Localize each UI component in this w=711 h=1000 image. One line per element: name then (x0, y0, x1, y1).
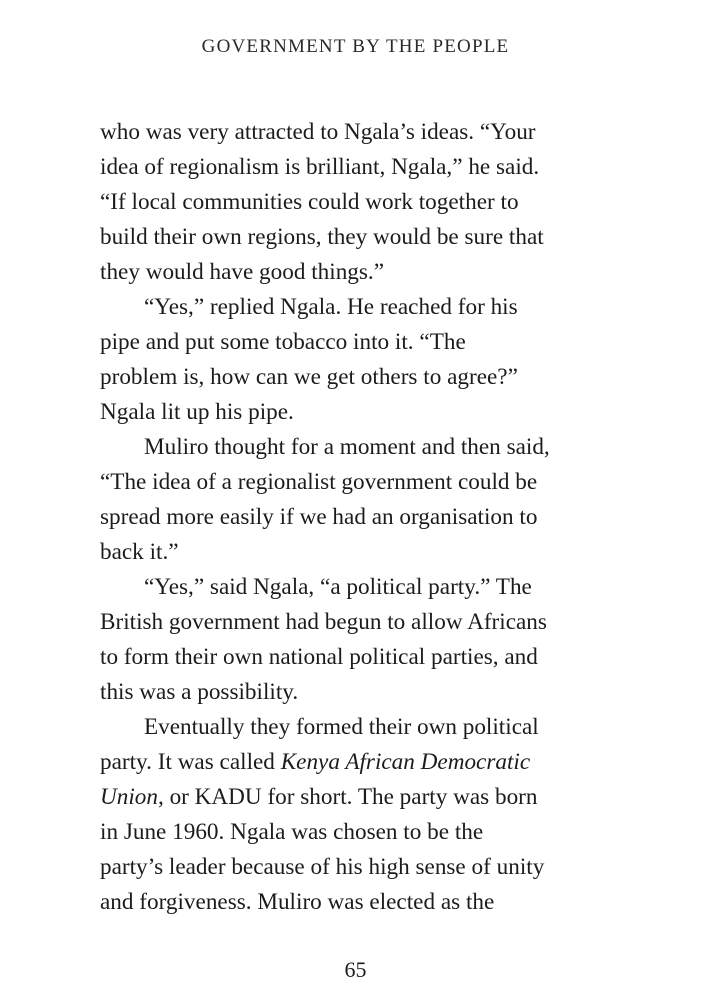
text-line: problem is, how can we get others to agree?” (100, 364, 518, 390)
text-segment: , or KADU for short. The party was born (157, 784, 538, 810)
body-text (100, 115, 620, 920)
text-line: back it.” (100, 539, 179, 565)
text-segment: party. It was called (100, 749, 281, 775)
text-line: spread more easily if we had an organisation to (100, 504, 538, 530)
text-line (100, 780, 620, 815)
page-number: 65 (344, 957, 367, 982)
party-name-italic: Kenya African Democratic (280, 749, 531, 775)
text-line: build their own regions, they would be sure that (100, 224, 544, 250)
text-line: idea of regionalism is brilliant, Ngala,” he said. (100, 154, 540, 180)
party-name-italic: Union (100, 784, 158, 810)
paragraph-first-line: Eventually they formed their own political (144, 714, 539, 740)
text-line: Ngala lit up his pipe. (100, 399, 294, 425)
text-line: in June 1960. Ngala was chosen to be the (100, 819, 484, 845)
paragraph-first-line: “Yes,” said Ngala, “a political party.” The (144, 574, 532, 600)
paragraph-first-line: “Yes,” replied Ngala. He reached for his (144, 294, 518, 320)
text-line: who was very attracted to Ngala’s ideas. “Your (100, 119, 536, 145)
text-line: and forgiveness. Muliro was elected as the (100, 889, 495, 915)
text-line: “If local communities could work together to (100, 189, 519, 215)
text-line: party’s leader because of his high sense of unity (100, 854, 545, 880)
text-line: “The idea of a regionalist government could be (100, 469, 538, 495)
text-line: pipe and put some tobacco into it. “The (100, 329, 466, 355)
text-line (100, 745, 620, 780)
text-line: this was a possibility. (100, 679, 299, 705)
text-line: British government had begun to allow Africans (100, 609, 547, 635)
text-line: they would have good things.” (100, 259, 385, 285)
running-header: GOVERNMENT BY THE PEOPLE (201, 36, 510, 57)
paragraph-first-line: Muliro thought for a moment and then said, (144, 434, 550, 460)
text-line: to form their own national political parties, and (100, 644, 538, 670)
